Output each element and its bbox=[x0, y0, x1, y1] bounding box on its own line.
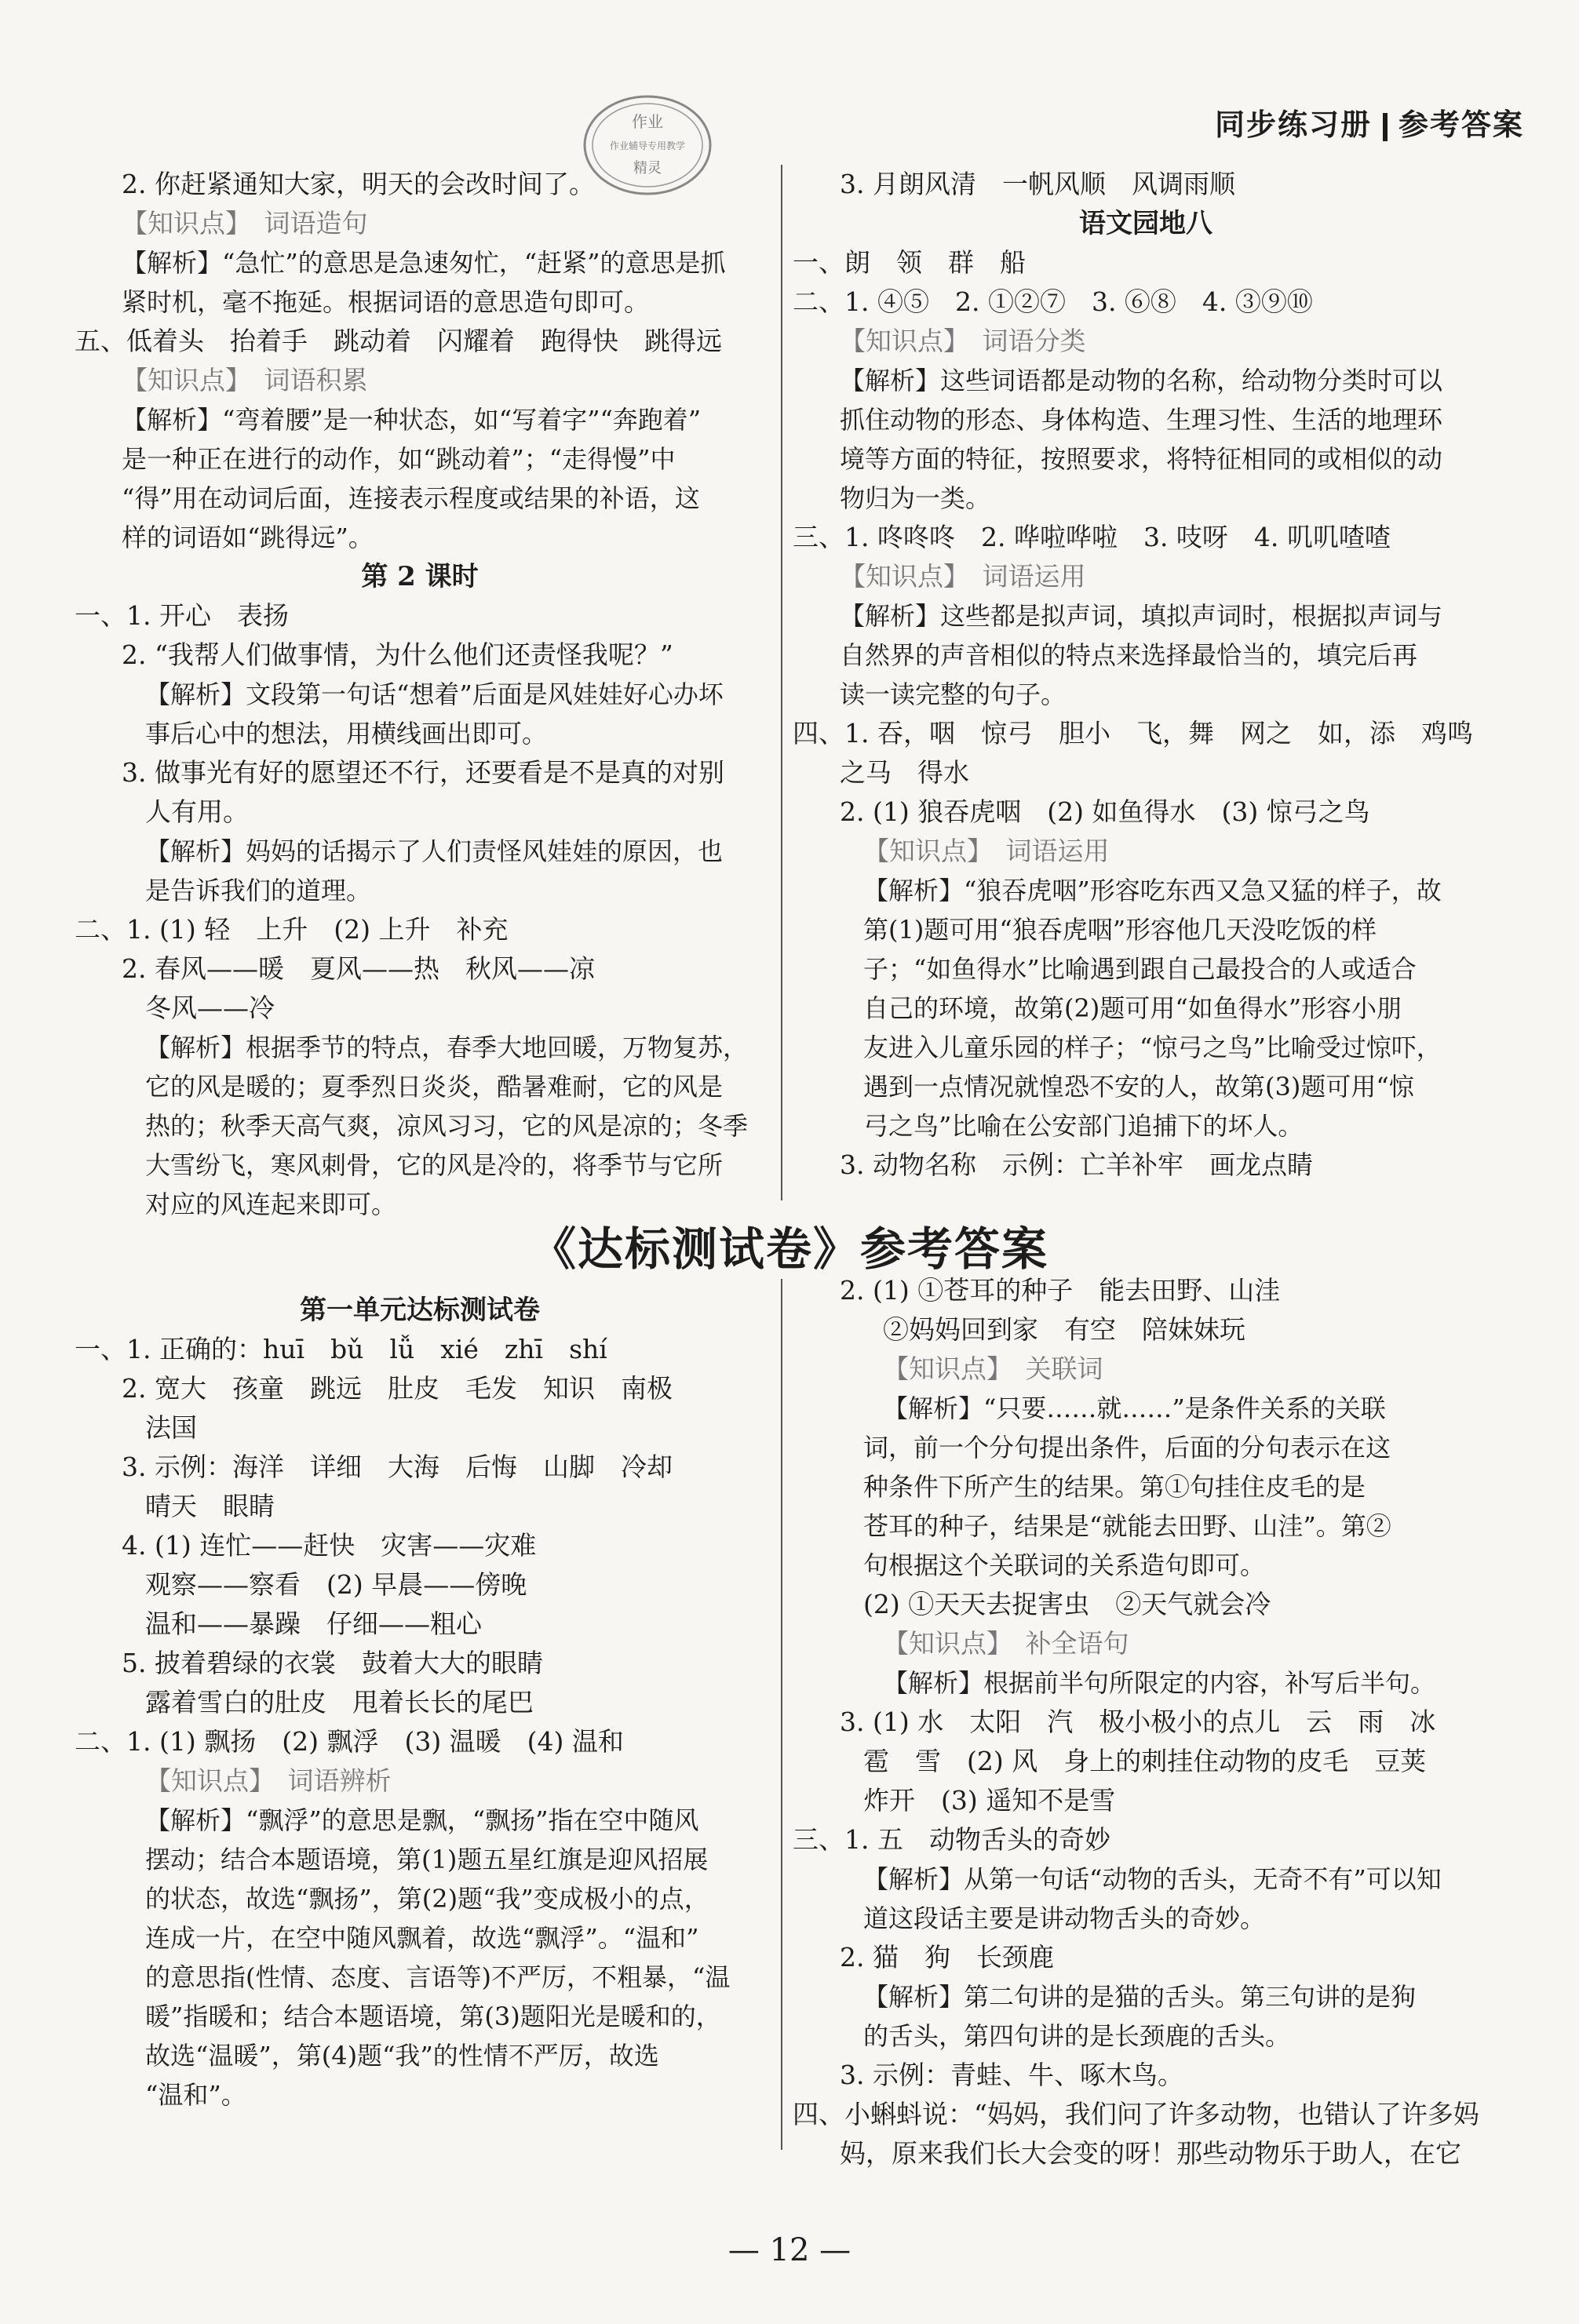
answer-line: “温和”。 bbox=[145, 2080, 246, 2110]
answer-line: 【解析】“狼吞虎咽”形容吃东西又急又猛的样子，故 bbox=[863, 876, 1442, 905]
answer-line: 【解析】这些词语都是动物的名称，给动物分类时可以 bbox=[840, 366, 1443, 395]
answer-line: 【解析】“急忙”的意思是急速匆忙，“赶紧”的意思是抓 bbox=[122, 248, 726, 278]
answer-line: 【解析】根据季节的特点，春季大地回暖，万物复苏， bbox=[145, 1033, 749, 1062]
answer-line: 连成一片，在空中随风飘着，故选“飘浮”。“温和” bbox=[145, 1923, 699, 1953]
header-separator bbox=[1383, 113, 1388, 141]
answer-line: 【知识点】 词语造句 bbox=[122, 208, 368, 239]
answer-line: 一、朗 领 群 船 bbox=[793, 247, 1026, 278]
answer-line: 【知识点】 词语分类 bbox=[840, 326, 1086, 356]
answer-line: 【解析】妈妈的话揭示了人们责怪风娃娃的原因，也 bbox=[145, 836, 724, 866]
header-title: 同步练习册 bbox=[1214, 107, 1372, 142]
answer-line: 热的；秋季天高气爽，凉风习习，它的风是凉的；冬季 bbox=[145, 1111, 749, 1141]
answer-line: 四、小蝌蚪说：“妈妈，我们问了许多动物，也错认了许多妈 bbox=[793, 2099, 1479, 2129]
right-column-bottom bbox=[793, 1271, 1499, 2173]
answer-line: 词，前一个分句提出条件，后面的分句表示在这 bbox=[863, 1433, 1391, 1463]
answer-line: 大雪纷飞，寒风刺骨，它的风是冷的，将季节与它所 bbox=[145, 1150, 724, 1180]
answer-line: 样的词语如“跳得远”。 bbox=[122, 523, 374, 552]
answer-line: 3. (1) 水 太阳 汽 极小极小的点儿 云 雨 冰 bbox=[840, 1707, 1436, 1737]
answer-line: 紧时机，毫不拖延。根据词语的意思造句即可。 bbox=[122, 287, 650, 317]
column-divider-top bbox=[781, 165, 782, 1200]
answer-line: 抓住动物的形态、身体构造、生理习性、生活的地理环 bbox=[840, 405, 1443, 435]
answer-line: 故选“温暖”，第(4)题“我”的性情不严厉，故选 bbox=[145, 2041, 659, 2071]
answer-line: 自己的环境，故第(2)题可用“如鱼得水”形容小朋 bbox=[863, 993, 1402, 1023]
answer-line: 【解析】这些都是拟声词，填拟声词时，根据拟声词与 bbox=[840, 601, 1443, 631]
left-column-top bbox=[75, 165, 765, 1224]
answer-line: 2. “我帮人们做事情，为什么他们还责怪我呢？” bbox=[122, 639, 673, 670]
answer-line: 2. (1) 狼吞虎咽 (2) 如鱼得水 (3) 惊弓之鸟 bbox=[840, 796, 1370, 827]
answer-line: 【解析】根据前半句所限定的内容，补写后半句。 bbox=[883, 1668, 1436, 1698]
right-column-top bbox=[793, 165, 1499, 1185]
answer-line: 它的风是暖的；夏季烈日炎炎，酷暑难耐，它的风是 bbox=[145, 1072, 724, 1102]
answer-line: 5. 披着碧绿的衣裳 鼓着大大的眼睛 bbox=[122, 1648, 543, 1678]
answer-line: 【知识点】 补全语句 bbox=[883, 1628, 1129, 1659]
answer-line: 的状态，故选“飘扬”，第(2)题“我”变成极小的点， bbox=[145, 1884, 709, 1914]
answer-line: 物归为一类。 bbox=[840, 483, 991, 513]
answer-line: 【解析】第二句讲的是猫的舌头。第三句讲的是狗 bbox=[863, 1982, 1417, 2012]
answer-line: 五、低着头 抬着手 跳动着 闪耀着 跑得快 跳得远 bbox=[75, 326, 722, 356]
answer-line: 二、1. (1) 飘扬 (2) 飘浮 (3) 温暖 (4) 温和 bbox=[75, 1726, 624, 1757]
answer-line: 温和——暴躁 仔细——粗心 bbox=[145, 1608, 482, 1639]
answer-line: 【解析】文段第一句话“想着”后面是风娃娃好心办坏 bbox=[145, 679, 724, 709]
answer-line: 【解析】“弯着腰”是一种状态，如“写着字”“奔跑着” bbox=[122, 405, 702, 435]
answer-line: 语文园地八 bbox=[1079, 208, 1213, 239]
answer-line: 苍耳的种子，结果是“就能去田野、山洼”。第② bbox=[863, 1511, 1391, 1541]
answer-line: 晴天 眼睛 bbox=[145, 1491, 275, 1521]
answer-line: ②妈妈回到家 有空 陪妹妹玩 bbox=[883, 1314, 1245, 1345]
answer-line: 3. 动物名称 示例：亡羊补牢 画龙点睛 bbox=[840, 1149, 1313, 1180]
answer-line: 【知识点】 词语积累 bbox=[122, 365, 368, 395]
answer-line: 3. 示例：青蛙、牛、啄木鸟。 bbox=[840, 2060, 1183, 2090]
answer-line: 是告诉我们的道理。 bbox=[145, 876, 372, 905]
answer-line: 露着雪白的肚皮 甩着长长的尾巴 bbox=[145, 1687, 534, 1718]
answer-line: 道这段话主要是讲动物舌头的奇妙。 bbox=[863, 1903, 1266, 1933]
answer-line: 雹 雪 (2) 风 身上的刺挂住动物的皮毛 豆荚 bbox=[863, 1746, 1427, 1776]
answer-line: 冬风——冷 bbox=[145, 993, 275, 1023]
answer-line: 3. 做事光有好的愿望还不行，还要看是不是真的对别 bbox=[122, 757, 724, 788]
answer-line: (2) ①天天去捉害虫 ②天气就会冷 bbox=[863, 1589, 1271, 1619]
answer-line: 2. 宽大 孩童 跳远 肚皮 毛发 知识 南极 bbox=[122, 1373, 673, 1404]
answer-line: 第一单元达标测试卷 bbox=[300, 1295, 540, 1326]
answer-line: 种条件下所产生的结果。第①句挂住皮毛的是 bbox=[863, 1472, 1366, 1502]
answer-line: 4. (1) 连忙——赶快 灾害——灾难 bbox=[122, 1530, 537, 1561]
answer-line: 【知识点】 词语辨析 bbox=[145, 1765, 392, 1796]
answer-line: 四、1. 吞，咽 惊弓 胆小 飞，舞 网之 如，添 鸡鸣 bbox=[793, 718, 1473, 749]
answer-line: 第 2 课时 bbox=[361, 561, 479, 592]
answer-line: 读一读完整的句子。 bbox=[840, 679, 1067, 709]
answer-line: 境等方面的特征，按照要求，将特征相同的或相似的动 bbox=[840, 444, 1443, 474]
answer-line: 三、1. 五 动物舌头的奇妙 bbox=[793, 1824, 1110, 1855]
answer-line: “得”用在动词后面，连接表示程度或结果的补语，这 bbox=[122, 483, 700, 513]
answer-line: 的舌头，第四句讲的是长颈鹿的舌头。 bbox=[863, 2021, 1291, 2051]
answer-line: 2. 猫 狗 长颈鹿 bbox=[840, 1942, 1054, 1972]
answer-line: 【解析】“飘浮”的意思是飘，“飘扬”指在空中随风 bbox=[145, 1805, 699, 1835]
stamp-line3: 精灵 bbox=[633, 160, 662, 177]
answer-line: 二、1. (1) 轻 上升 (2) 上升 补充 bbox=[75, 914, 509, 945]
answer-line: 是一种正在进行的动作，如“跳动着”；“走得慢”中 bbox=[122, 444, 676, 474]
answer-line: 【知识点】 词语运用 bbox=[863, 836, 1110, 866]
answer-line: 友进入儿童乐园的样子；“惊弓之鸟”比喻受过惊吓， bbox=[863, 1033, 1442, 1062]
answer-line: 的意思指(性情、态度、言语等)不严厉，不粗暴，“温 bbox=[145, 1962, 731, 1992]
answer-line: 句根据这个关联词的关系造句即可。 bbox=[863, 1550, 1266, 1580]
answer-line: 弓之鸟”比喻在公安部门追捕下的坏人。 bbox=[863, 1111, 1304, 1141]
test-paper-answers-title: 《达标测试卷》参考答案 bbox=[530, 1222, 1048, 1276]
answer-line: 一、1. 正确的：huī bǔ lǚ xié zhī shí bbox=[75, 1334, 607, 1364]
answer-line: 3. 示例：海洋 详细 大海 后悔 山脚 冷却 bbox=[122, 1452, 673, 1482]
answer-line: 炸开 (3) 遥知不是雪 bbox=[863, 1785, 1116, 1816]
answer-line: 一、1. 开心 表扬 bbox=[75, 600, 289, 631]
answer-line: 【知识点】 关联词 bbox=[883, 1353, 1103, 1384]
page-header bbox=[1215, 100, 1524, 144]
answer-line: 之马 得水 bbox=[840, 757, 969, 788]
answer-line: 人有用。 bbox=[145, 796, 249, 827]
answer-line: 2. 春风——暖 夏风——热 秋风——凉 bbox=[122, 953, 595, 984]
answer-line: 事后心中的想法，用横线画出即可。 bbox=[145, 719, 548, 749]
answer-line: 3. 月朗风清 一帆风顺 风调雨顺 bbox=[840, 169, 1235, 199]
answer-line: 暖”指暖和；结合本题语境，第(3)题阳光是暖和的， bbox=[145, 2002, 721, 2031]
answer-line: 观察——察看 (2) 早晨——傍晚 bbox=[145, 1569, 527, 1600]
answer-line: 自然界的声音相似的特点来选择最恰当的，填完后再 bbox=[840, 640, 1418, 670]
stamp-line2: 作业辅导专用教学 bbox=[609, 140, 686, 151]
left-column-bottom bbox=[75, 1291, 765, 2115]
answer-line: 三、1. 咚咚咚 2. 哗啦哗啦 3. 吱呀 4. 叽叽喳喳 bbox=[793, 522, 1391, 552]
answer-line: 妈，原来我们长大会变的呀！那些动物乐于助人，在它 bbox=[840, 2138, 1461, 2169]
answer-line: 【解析】从第一句话“动物的舌头，无奇不有”可以知 bbox=[863, 1864, 1442, 1894]
answer-line: 2. (1) ①苍耳的种子 能去田野、山洼 bbox=[840, 1275, 1281, 1306]
answer-line: 对应的风连起来即可。 bbox=[145, 1189, 397, 1219]
answer-line: 子；“如鱼得水”比喻遇到跟自己最投合的人或适合 bbox=[863, 954, 1417, 984]
answer-line: 二、1. ④⑤ 2. ①②⑦ 3. ⑥⑧ 4. ③⑨⑩ bbox=[793, 286, 1313, 317]
answer-line: 遇到一点情况就惶恐不安的人，故第(3)题可用“惊 bbox=[863, 1072, 1414, 1102]
page-number: — 12 — bbox=[728, 2232, 851, 2268]
answer-line: 第(1)题可用“狼吞虎咽”形容他几天没吃饭的样 bbox=[863, 915, 1377, 945]
answer-line: 摆动；结合本题语境，第(1)题五星红旗是迎风招展 bbox=[145, 1845, 709, 1874]
answer-line: 【解析】“只要……就……”是条件关系的关联 bbox=[883, 1393, 1386, 1423]
answer-line: 【知识点】 词语运用 bbox=[840, 561, 1086, 592]
stamp-line1: 作业 bbox=[632, 112, 663, 131]
answer-line: 2. 你赶紧通知大家，明天的会改时间了。 bbox=[122, 169, 595, 199]
header-answers: 参考答案 bbox=[1398, 107, 1524, 142]
column-divider-bottom bbox=[781, 1279, 782, 2150]
answer-line: 法国 bbox=[145, 1412, 197, 1443]
